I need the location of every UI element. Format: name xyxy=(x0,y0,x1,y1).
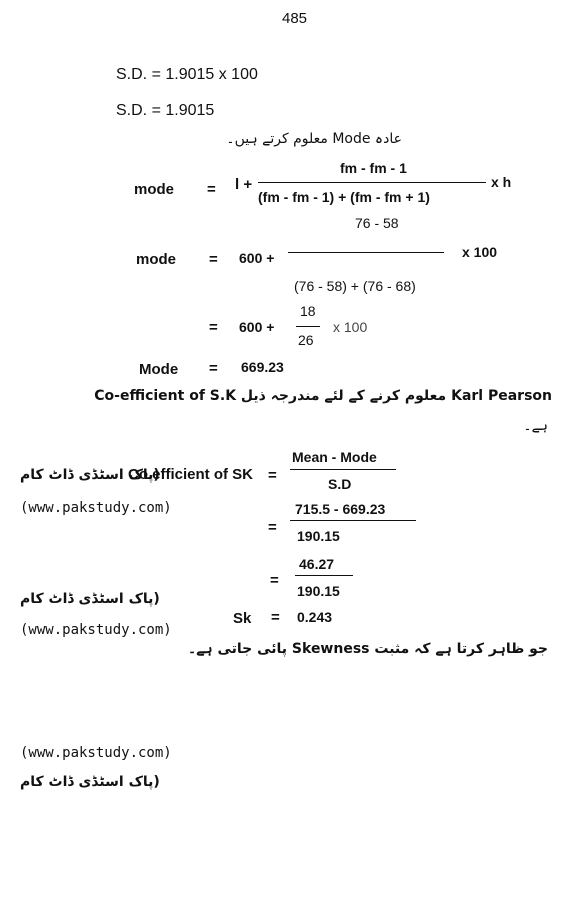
mode-formula-numerator: fm - fm - 1 xyxy=(340,160,407,176)
mode-step2-eq: = xyxy=(209,319,218,336)
mode-step1-suffix: x 100 xyxy=(462,244,498,260)
page-number: 485 xyxy=(282,10,308,27)
mode-formula-eq: = xyxy=(207,181,216,198)
mode-formula-fraction-bar xyxy=(258,182,486,183)
mode-step1-label: mode xyxy=(136,251,177,268)
mode-result-eq: = xyxy=(209,360,218,377)
watermark-urdu-1: (پاک اسٹڈی ڈاٹ کام xyxy=(20,591,160,607)
mode-step2-prefix: 600 + xyxy=(239,319,275,335)
watermark-url-2: (www.pakstudy.com) xyxy=(20,622,172,638)
sk-result-value: 0.243 xyxy=(297,609,333,625)
mode-formula-suffix: x h xyxy=(491,174,512,190)
mode-formula-prefix: l + xyxy=(235,176,253,193)
sd-line-1: S.D. = 1.9015 x 100 xyxy=(116,66,258,83)
sk-result-eq: = xyxy=(271,609,280,626)
sk-step2-eq: = xyxy=(270,572,279,589)
mode-step1-fraction-bar xyxy=(288,252,444,253)
sk-formula-eq: = xyxy=(268,467,277,484)
pearson-intro-line-1: Co-efficient of S.K معلوم کرنے کے لئے مندرجہ ذیل Karl Pearson xyxy=(94,388,552,404)
mode-step1-eq: = xyxy=(209,251,218,268)
mode-result-value: 669.23 xyxy=(241,359,284,375)
mode-step2-denominator: 26 xyxy=(298,332,314,348)
sk-step1-eq: = xyxy=(268,519,277,536)
mode-step1-denominator: (76 - 58) + (76 - 68) xyxy=(294,278,416,294)
sk-formula-denominator: S.D xyxy=(328,476,352,492)
mode-formula-denominator: (fm - fm - 1) + (fm - fm + 1) xyxy=(258,189,430,205)
sd-line-2: S.D. = 1.9015 xyxy=(116,102,215,119)
conclusion-text: جو ظاہر کرتا ہے کہ مثبت Skewness پائی جاتی ہے۔ xyxy=(187,641,548,657)
mode-step1-numerator: 76 - 58 xyxy=(355,215,399,231)
sk-step1-fraction-bar xyxy=(290,520,416,521)
sk-step2-fraction-bar xyxy=(295,575,353,576)
mode-step2-fraction-bar xyxy=(296,326,320,327)
mode-step2-numerator: 18 xyxy=(300,303,316,319)
sk-step2-denominator: 190.15 xyxy=(297,583,340,599)
sk-formula-label: Co.efficient of SK xyxy=(128,466,254,483)
watermark-url-3: (www.pakstudy.com) xyxy=(20,745,172,761)
watermark-url-1: (www.pakstudy.com) xyxy=(20,500,172,516)
sk-step1-denominator: 190.15 xyxy=(297,528,340,544)
sk-result-label: Sk xyxy=(233,610,252,627)
mode-step1-prefix: 600 + xyxy=(239,250,275,266)
mode-result-label: Mode xyxy=(139,361,179,378)
sk-formula-numerator: Mean - Mode xyxy=(292,449,377,465)
watermark-urdu-2: (پاک اسٹڈی ڈاٹ کام xyxy=(20,774,160,790)
mode-formula-label: mode xyxy=(134,181,175,198)
sk-step1-numerator: 715.5 - 669.23 xyxy=(295,501,386,517)
pearson-intro-line-2: ہے۔ xyxy=(523,418,548,434)
mode-step2-suffix: x 100 xyxy=(333,319,368,335)
mode-intro: عادہ Mode معلوم کرتے ہیں۔ xyxy=(226,131,402,147)
sk-step2-numerator: 46.27 xyxy=(299,556,335,572)
sk-formula-urdu-label: (پاک اسٹڈی ڈاٹ کام xyxy=(20,467,160,483)
sk-formula-fraction-bar xyxy=(290,469,396,470)
